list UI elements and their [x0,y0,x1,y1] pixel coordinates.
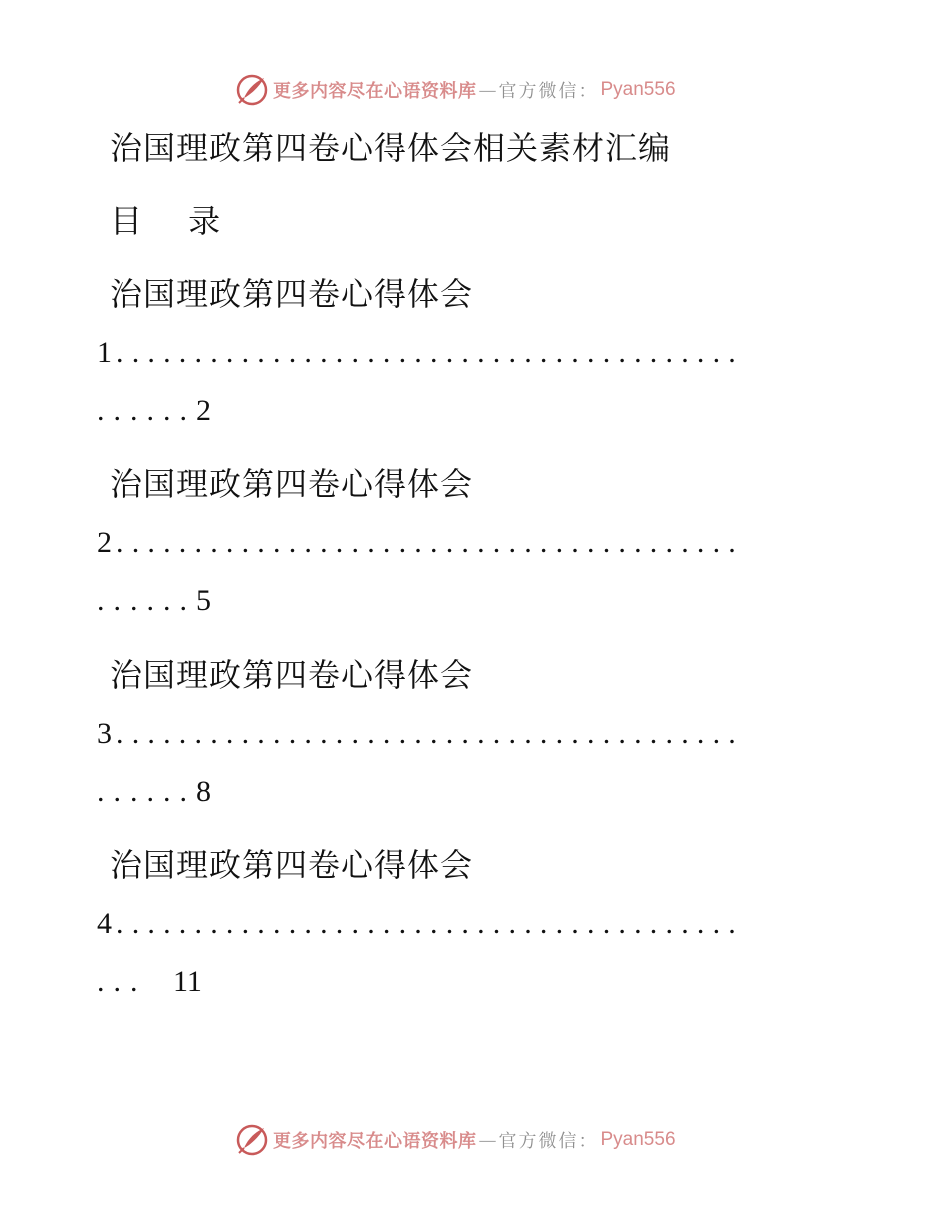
toc-entry-1-page: 2 [196,394,211,427]
toc-entry-4-page: 11 [173,965,202,998]
toc-entry-4-leader-dots: ........................................ [116,907,744,940]
watermark-wechat-label: 官方微信： [498,1131,599,1152]
toc-entry-3-title: 治国理政第四卷心得体会 [110,656,474,694]
toc-entry-2-page: 5 [196,584,211,617]
toc-entry-2-number: 2 [97,526,116,559]
feather-pen-circle-icon [235,73,269,107]
toc-entry-1-leader-dots: ........................................ [116,336,744,369]
watermark-separator: — [478,1129,497,1151]
toc-entry-2-dots-line [97,523,744,563]
toc-heading: 目 录 [110,202,239,240]
toc-entry-4-number: 4 [97,907,116,940]
watermark-wechat-id: Pyan556 [600,79,676,100]
watermark-wechat-label: 官方微信： [498,81,599,102]
toc-entry-4-title: 治国理政第四卷心得体会 [110,846,474,884]
toc-entry-4-tail-dots: ... [97,965,163,998]
toc-entry-2-title: 治国理政第四卷心得体会 [110,465,474,503]
toc-entry-2-leader-dots: ........................................ [116,526,744,559]
toc-entry-4-tail-line [97,962,202,1002]
watermark-main-text: 更多内容尽在心语资料库 [273,81,477,102]
toc-entry-3-number: 3 [97,717,116,750]
toc-entry-3-page: 8 [196,775,211,808]
toc-entry-2-tail-line [97,581,211,621]
toc-entry-4-dots-line [97,904,744,944]
watermark-wechat-id: Pyan556 [600,1129,676,1150]
toc-entry-3-leader-dots: ........................................ [116,717,744,750]
toc-entry-3-tail-dots: ...... [97,775,196,808]
toc-entry-1-tail-dots: ...... [97,394,196,427]
watermark-main-text: 更多内容尽在心语资料库 [273,1131,477,1152]
toc-entry-1-title: 治国理政第四卷心得体会 [110,275,474,313]
toc-entry-1-number: 1 [97,336,116,369]
document-title: 治国理政第四卷心得体会相关素材汇编 [110,129,672,167]
toc-entry-1-tail-line [97,391,211,431]
header-watermark [235,72,676,108]
toc-entry-2-tail-dots: ...... [97,584,196,617]
footer-watermark [235,1122,676,1158]
toc-entry-1-dots-line [97,333,744,373]
toc-entry-3-dots-line [97,714,744,754]
watermark-separator: — [478,79,497,101]
toc-entry-3-tail-line [97,772,211,812]
feather-pen-circle-icon [235,1123,269,1157]
